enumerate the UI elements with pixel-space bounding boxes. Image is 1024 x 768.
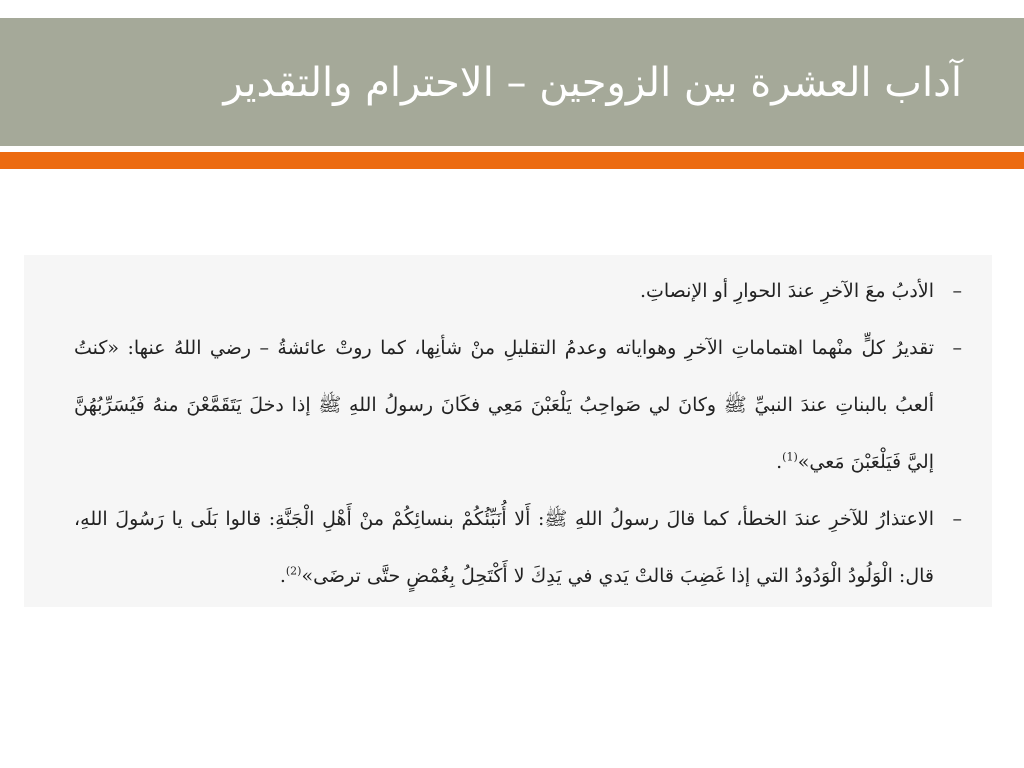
item-text: الاعتذارُ للآخرِ عندَ الخطأ، كما قالَ رسولُ اللهِ ﷺ: أَلا أُنَبِّئُكُمْ بنسائِكُمْ منْ أَهْلِ الْجَنَّةِ: قالوا بَلَى يا رَسُولَ اللهِ، قال: الْوَلُودُ الْوَدُودُ التي إذا غَضِبَ قالتْ يَدي في يَدِكَ لا أَكْتَحِلُ بِغُمْضٍ حتَّى ترضَى» [74,508,934,587]
slide-title: آداب العشرة بين الزوجين – الاحترام والتقدير [223,60,962,106]
bullet-dash: – [952,280,962,302]
content-image-area [24,255,992,607]
list-item [74,320,962,491]
bullet-dash: – [952,337,962,359]
item-text: الأدبُ معَ الآخرِ عندَ الحوارِ أو الإنصاتِ. [639,280,934,302]
footnote-ref: (2) [285,564,302,578]
item-end: . [776,451,783,473]
list-item [74,491,962,605]
footnote-ref: (1) [782,450,798,464]
list-item [74,263,962,320]
item-text: تقديرُ كلٍّ منْهما اهتماماتِ الآخرِ وهواياته وعدمُ التقليلِ منْ شأنِها، كما روتْ عائشةُ – رضي اللهُ عنها: «كنتُ ألعبُ بالبناتِ عندَ النبيِّ ﷺ وكانَ لي صَواحِبُ يَلْعَبْنَ مَعِي فكَانَ رسولُ اللهِ ﷺ إذا دخلَ يَتَقَمَّعْنَ منهُ فَيُسَرِّبُهُنَّ إليَّ فَيَلْعَبْنَ مَعي» [74,337,934,473]
title-bar [0,18,1024,146]
item-end: . [279,565,286,587]
accent-bar [0,152,1024,169]
bullet-dash: – [952,508,962,530]
